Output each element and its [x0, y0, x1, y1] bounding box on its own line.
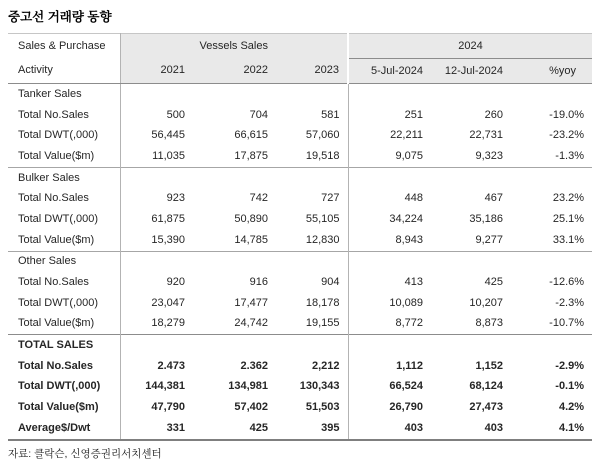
- cell-value: 4.1%: [511, 418, 592, 440]
- empty-cell: [348, 251, 431, 272]
- empty-cell: [120, 335, 193, 356]
- cell-value: 55,105: [305, 212, 340, 225]
- cell-value: 33.1%: [552, 233, 585, 246]
- section-name: Tanker Sales: [8, 84, 120, 105]
- cell-value: 14,785: [234, 233, 268, 246]
- empty-cell: [511, 251, 592, 272]
- cell-value: 57,060: [305, 129, 340, 142]
- column-header-yoy: %yoy: [511, 59, 592, 84]
- row-label: Average$/Dwt: [8, 418, 120, 440]
- empty-cell: [120, 84, 193, 105]
- column-header-activity-line1: Sales & Purchase: [8, 34, 120, 59]
- cell-value: 9,075: [348, 146, 431, 167]
- cell-value: 403: [348, 418, 431, 440]
- cell-value: 8,772: [348, 314, 431, 335]
- cell-value: 57,402: [234, 401, 268, 414]
- table-header: [8, 34, 592, 84]
- row-label: Total DWT(,000): [8, 125, 120, 146]
- cell-value: 68,124: [469, 380, 503, 393]
- cell-value: 581: [321, 108, 340, 121]
- cell-value: 2,212: [311, 359, 340, 372]
- empty-cell: [193, 335, 276, 356]
- table-body: [8, 84, 592, 440]
- cell-value: 50,890: [234, 212, 268, 225]
- cell-value: 35,186: [469, 212, 503, 225]
- cell-value: -2.9%: [555, 359, 585, 372]
- cell-value: 51,503: [305, 401, 340, 414]
- cell-value: 22,211: [348, 125, 431, 146]
- cell-value: -0.1%: [555, 380, 585, 393]
- cell-value: 251: [348, 105, 431, 126]
- cell-value: 66,524: [348, 377, 431, 398]
- cell-value: 395: [276, 418, 348, 440]
- cell-value: 23.2%: [552, 192, 585, 205]
- cell-value: 448: [348, 188, 431, 209]
- cell-value: 425: [484, 276, 503, 289]
- cell-value: 260: [484, 108, 503, 121]
- row-label: Total No.Sales: [8, 188, 120, 209]
- cell-value: 12,830: [305, 233, 340, 246]
- empty-cell: [276, 251, 348, 272]
- table-row: [8, 356, 592, 377]
- table-row: [8, 293, 592, 314]
- cell-value: 500: [166, 108, 185, 121]
- page-title: 중고선 거래량 동향: [8, 10, 112, 24]
- cell-value: -2.3%: [555, 296, 585, 309]
- cell-value: 22,731: [469, 129, 503, 142]
- empty-cell: [120, 251, 193, 272]
- cell-value: 26,790: [348, 397, 431, 418]
- cell-value: 425: [193, 418, 276, 440]
- row-label: Total Value($m): [8, 230, 120, 251]
- cell-value: 17,875: [234, 149, 268, 162]
- cell-value: 9,277: [475, 233, 503, 246]
- empty-cell: [511, 84, 592, 105]
- cell-value: 2.473: [157, 359, 185, 372]
- row-label: Total DWT(,000): [8, 209, 120, 230]
- table-row: [8, 314, 592, 335]
- cell-value: -10.7%: [549, 317, 585, 330]
- column-header-12-jul-2024: 12-Jul-2024: [431, 59, 511, 84]
- table-row: [8, 105, 592, 126]
- table-row: [8, 397, 592, 418]
- table-row: [8, 377, 592, 398]
- cell-value: -19.0%: [549, 108, 585, 121]
- cell-value: 331: [120, 418, 193, 440]
- empty-cell: [193, 251, 276, 272]
- empty-cell: [193, 167, 276, 188]
- cell-value: 66,615: [234, 129, 268, 142]
- empty-cell: [276, 84, 348, 105]
- table-row: [8, 272, 592, 293]
- cell-value: 920: [166, 276, 185, 289]
- table-row: [8, 146, 592, 167]
- cell-value: 15,390: [151, 233, 185, 246]
- empty-cell: [431, 335, 511, 356]
- source-note: 자료: 클락슨, 신영증권리서치센터: [8, 447, 162, 460]
- section-header-row: [8, 84, 592, 105]
- table-row: [8, 418, 592, 440]
- cell-value: 923: [166, 192, 185, 205]
- cell-value: 727: [321, 192, 340, 205]
- section-name: Bulker Sales: [8, 167, 120, 188]
- row-label: Total Value($m): [8, 146, 120, 167]
- cell-value: 130,343: [299, 380, 340, 393]
- table-row: [8, 188, 592, 209]
- sales-purchase-table: [8, 33, 592, 441]
- row-label: Total No.Sales: [8, 356, 120, 377]
- empty-cell: [431, 251, 511, 272]
- cell-value: 34,224: [348, 209, 431, 230]
- cell-value: 61,875: [151, 212, 185, 225]
- column-group-2024: 2024: [348, 34, 592, 59]
- cell-value: 25.1%: [552, 212, 585, 225]
- row-label: Total No.Sales: [8, 272, 120, 293]
- cell-value: 23,047: [151, 296, 185, 309]
- cell-value: 8,943: [348, 230, 431, 251]
- cell-value: 467: [484, 192, 503, 205]
- cell-value: 144,381: [145, 380, 185, 393]
- empty-cell: [431, 167, 511, 188]
- cell-value: 10,089: [348, 293, 431, 314]
- column-header-activity-line2: Activity: [8, 59, 120, 84]
- row-label: Total DWT(,000): [8, 377, 120, 398]
- cell-value: 11,035: [152, 149, 185, 162]
- column-header-2021: 2021: [120, 59, 193, 84]
- header-subcolumn-row: [8, 59, 592, 84]
- column-header-2022: 2022: [193, 59, 276, 84]
- section-name: TOTAL SALES: [8, 335, 120, 356]
- empty-cell: [511, 167, 592, 188]
- cell-value: 704: [249, 108, 268, 121]
- cell-value: 904: [321, 276, 340, 289]
- table-row: [8, 230, 592, 251]
- empty-cell: [348, 167, 431, 188]
- cell-value: 403: [431, 418, 511, 440]
- table-row: [8, 125, 592, 146]
- cell-value: 10,207: [469, 296, 503, 309]
- empty-cell: [193, 84, 276, 105]
- empty-cell: [276, 335, 348, 356]
- row-label: Total Value($m): [8, 397, 120, 418]
- cell-value: 56,445: [151, 129, 185, 142]
- cell-value: 18,279: [151, 317, 185, 330]
- section-header-row: [8, 167, 592, 188]
- section-header-row: [8, 251, 592, 272]
- cell-value: -12.6%: [549, 276, 585, 289]
- header-group-row: [8, 34, 592, 59]
- cell-value: 19,518: [305, 149, 340, 162]
- cell-value: 413: [348, 272, 431, 293]
- empty-cell: [348, 335, 431, 356]
- cell-value: 17,477: [234, 296, 268, 309]
- cell-value: 18,178: [305, 296, 340, 309]
- cell-value: 916: [249, 276, 268, 289]
- empty-cell: [431, 84, 511, 105]
- cell-value: 1,152: [475, 359, 503, 372]
- column-header-2023: 2023: [276, 59, 348, 84]
- row-label: Total Value($m): [8, 314, 120, 335]
- cell-value: 4.2%: [558, 401, 585, 414]
- section-name: Other Sales: [8, 251, 120, 272]
- row-label: Total DWT(,000): [8, 293, 120, 314]
- cell-value: 134,981: [228, 380, 268, 393]
- cell-value: 9,323: [475, 149, 503, 162]
- cell-value: 8,873: [475, 317, 503, 330]
- cell-value: 47,790: [151, 401, 185, 414]
- empty-cell: [511, 335, 592, 356]
- empty-cell: [276, 167, 348, 188]
- column-header-5-jul-2024: 5-Jul-2024: [348, 59, 431, 84]
- section-header-row: [8, 335, 592, 356]
- cell-value: 2.362: [240, 359, 268, 372]
- cell-value: 27,473: [469, 401, 503, 414]
- cell-value: 19,155: [305, 317, 340, 330]
- column-group-vessels-sales: Vessels Sales: [120, 34, 348, 59]
- empty-cell: [348, 84, 431, 105]
- empty-cell: [120, 167, 193, 188]
- cell-value: -23.2%: [549, 129, 585, 142]
- cell-value: 1,112: [348, 356, 431, 377]
- cell-value: 24,742: [234, 317, 268, 330]
- row-label: Total No.Sales: [8, 105, 120, 126]
- cell-value: -1.3%: [555, 149, 585, 162]
- table-row: [8, 209, 592, 230]
- cell-value: 742: [249, 192, 268, 205]
